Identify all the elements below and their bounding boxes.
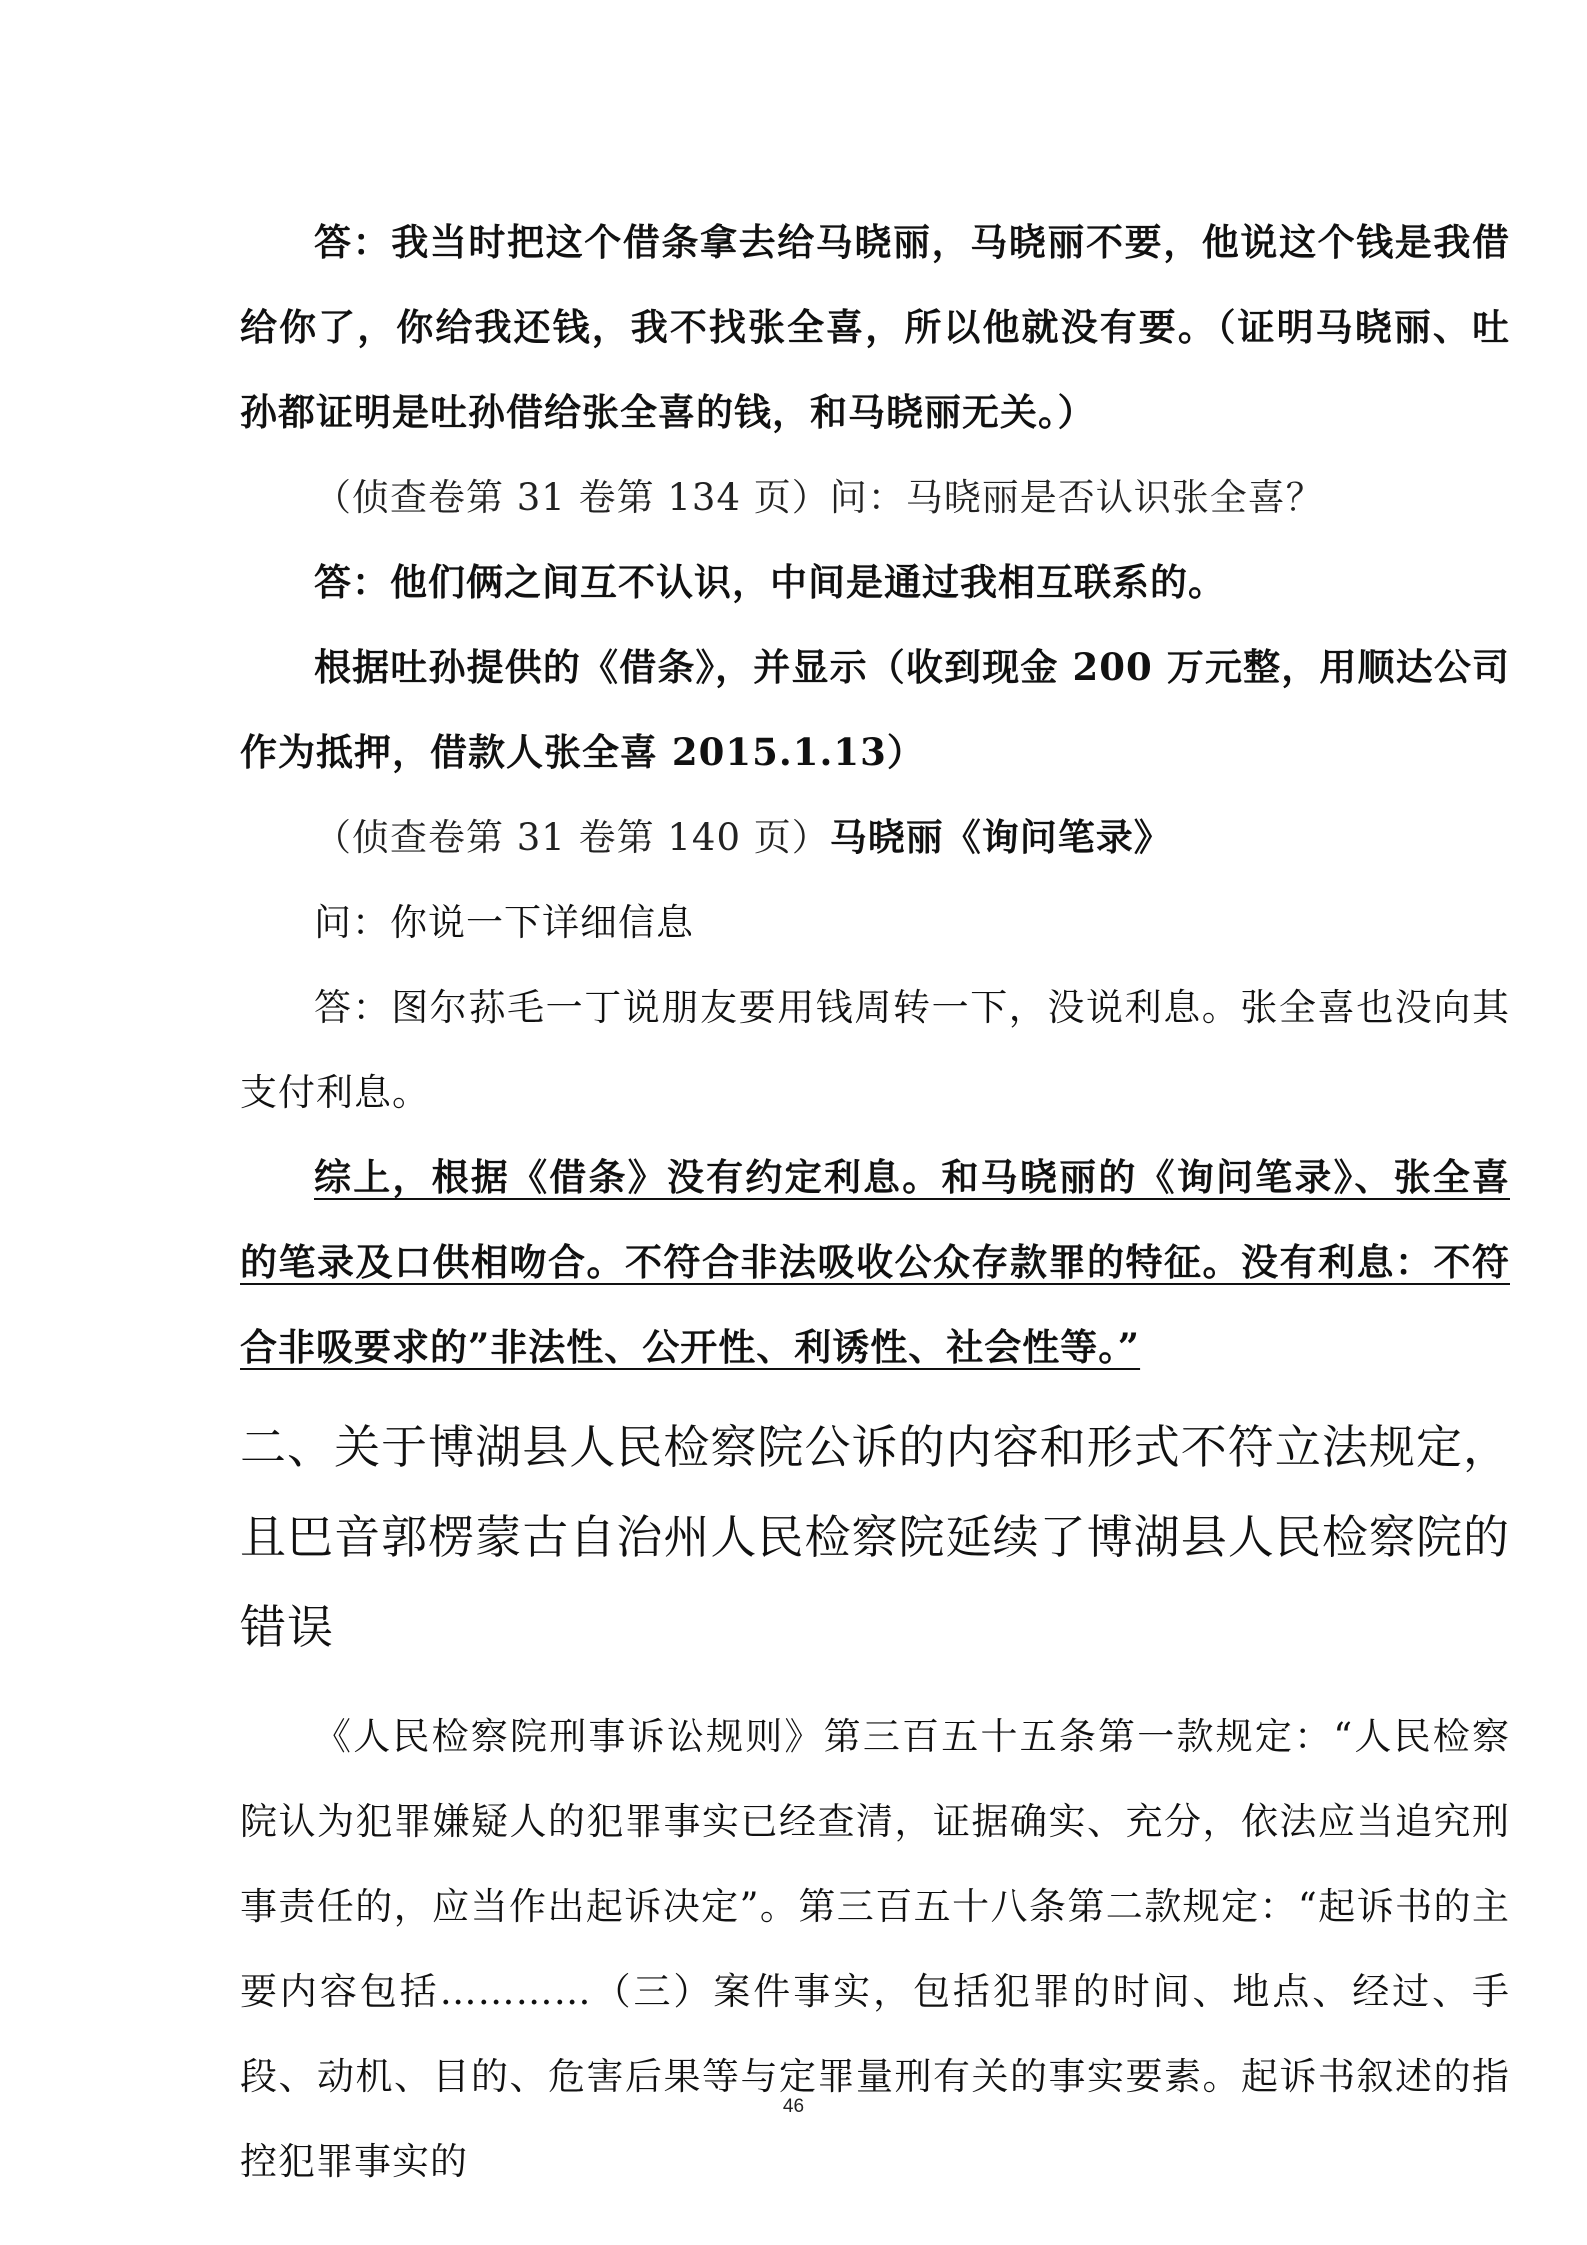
paragraph-answer-borrow-note: 答：我当时把这个借条拿去给马晓丽，马晓丽不要，他说这个钱是我借给你了，你给我还钱，我不找张全喜，所以他就没有要。（证明马晓丽、吐孙都证明是吐孙借给张全喜的钱，和马晓丽无关。）	[240, 220, 1510, 434]
paragraph-loan-note-content: 根据吐孙提供的《借条》，并显示（收到现金 200 万元整，用顺达公司作为抵押，借款人张全喜 2015.1.13）	[240, 645, 1510, 774]
paragraph-reference-interview	[240, 795, 1510, 880]
section-heading-two: 二、关于博湖县人民检察院公诉的内容和形式不符立法规定，且巴音郭楞蒙古自治州人民检察院延续了博湖县人民检察院的错误	[240, 1420, 1510, 1654]
reference-title: 马晓丽《询问笔录》	[829, 815, 1172, 859]
paragraph-question-acquaintance: （侦查卷第 31 卷第 134 页）问：马晓丽是否认识张全喜？	[314, 476, 1324, 519]
document-body	[240, 200, 1510, 2204]
paragraph-answer-no-interest: 答：图尔荪毛一丁说朋友要用钱周转一下，没说利息。张全喜也没向其支付利息。	[240, 986, 1510, 1114]
paragraph-question-details: 问：你说一下详细信息	[314, 901, 694, 944]
page-number: 46	[782, 2096, 805, 2117]
paragraph-procuratorate-rules: 《人民检察院刑事诉讼规则》第三百五十五条第一款规定：“人民检察院认为犯罪嫌疑人的犯罪事实已经查清，证据确实、充分，依法应当追究刑事责任的，应当作出起诉决定”。第三百五十八条第二款规定：“起诉书的主要内容包括…………（三）案件事实，包括犯罪的时间、地点、经过、手段、动机、目的、危害后果等与定罪量刑有关的事实要素。起诉书叙述的指控犯罪事实的	[240, 1715, 1510, 2183]
paragraph-conclusion: 综上，根据《借条》没有约定利息。和马晓丽的《询问笔录》、张全喜的笔录及口供相吻合。不符合非法吸收公众存款罪的特征。没有利息：不符合非吸要求的”非法性、公开性、利诱性、社会性等。”	[240, 1155, 1510, 1369]
reference-citation: （侦查卷第 31 卷第 140 页）	[314, 816, 830, 859]
paragraph-answer-intermediary: 答：他们俩之间互不认识，中间是通过我相互联系的。	[314, 560, 1226, 604]
